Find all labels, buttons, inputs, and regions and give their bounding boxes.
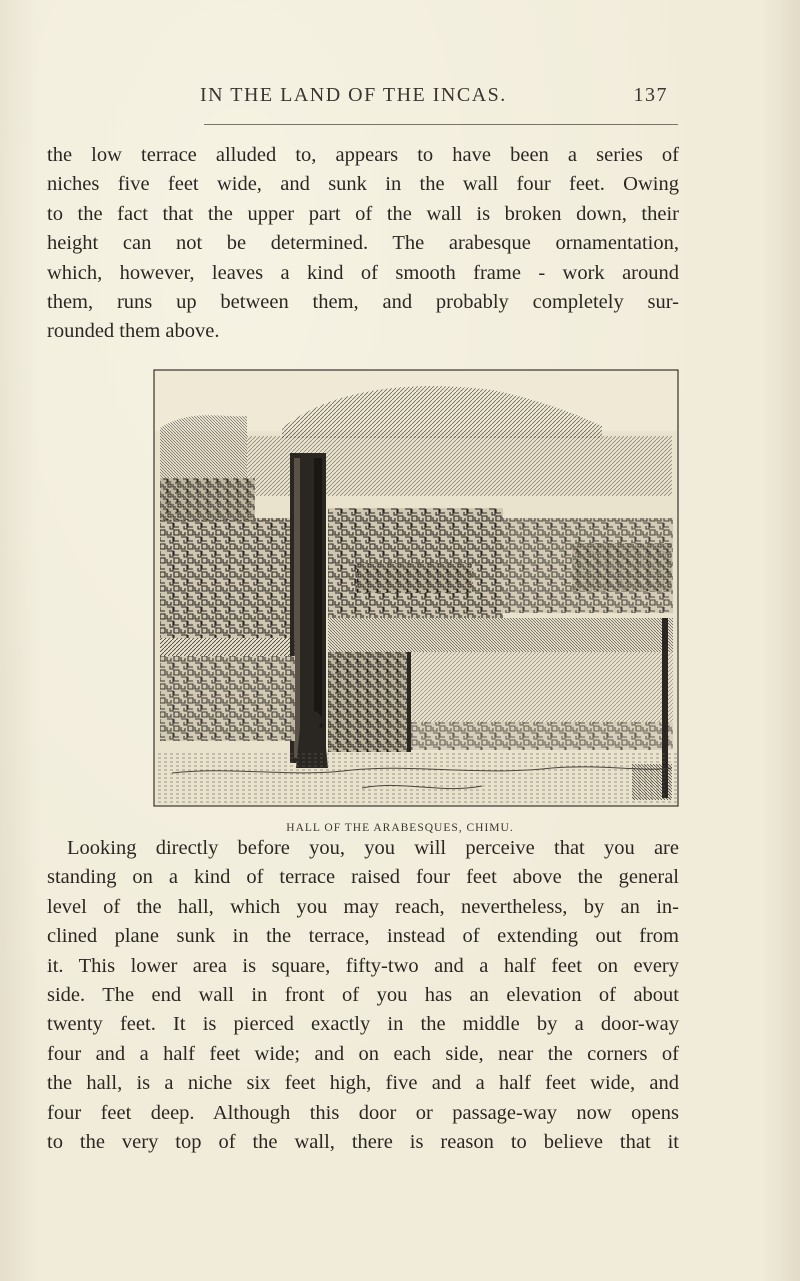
- text-line: the hall, is a niche six feet high, five and a half feet wide, and: [47, 1072, 679, 1095]
- text-line: four and a half feet wide; and on each side, near the corners of: [47, 1042, 679, 1065]
- figure-caption: HALL OF THE ARABESQUES, CHIMU.: [286, 822, 514, 834]
- text-line: it. This lower area is square, fifty-two and a half feet on every: [47, 954, 679, 977]
- page-number: 137: [633, 84, 668, 106]
- text-line: niches five feet wide, and sunk in the wall four feet. Owing: [47, 173, 679, 196]
- text-line: rounded them above.: [47, 320, 220, 343]
- text-line: which, however, leaves a kind of smooth frame - work around: [47, 261, 679, 284]
- text-line: twenty feet. It is pierced exactly in the middle by a door-way: [47, 1013, 679, 1036]
- text-line: four feet deep. Although this door or passage-way now opens: [47, 1101, 679, 1124]
- engraving-hall-of-arabesques: [152, 368, 680, 808]
- text-line: standing on a kind of terrace raised four feet above the general: [47, 866, 679, 889]
- text-line: level of the hall, which you may reach, nevertheless, by an in-: [47, 895, 679, 918]
- text-line: the low terrace alluded to, appears to have been a series of: [47, 144, 679, 166]
- paragraph-2: [47, 834, 679, 1157]
- text-line: to the very top of the wall, there is reason to believe that it: [47, 1131, 679, 1154]
- text-line: height can not be determined. The arabesque ornamentation,: [47, 232, 679, 255]
- running-title: IN THE LAND OF THE INCAS.: [200, 84, 507, 106]
- header-rule: [204, 124, 678, 125]
- text-line: side. The end wall in front of you has an elevation of about: [47, 984, 679, 1007]
- text-line: to the fact that the upper part of the wall is broken down, their: [47, 202, 679, 225]
- text-line: them, runs up between them, and probably completely sur-: [47, 291, 679, 314]
- text-line: Looking directly before you, you will perceive that you are: [67, 837, 679, 859]
- text-line: clined plane sunk in the terrace, instead of extending out from: [47, 925, 679, 948]
- paragraph-1: [47, 141, 679, 347]
